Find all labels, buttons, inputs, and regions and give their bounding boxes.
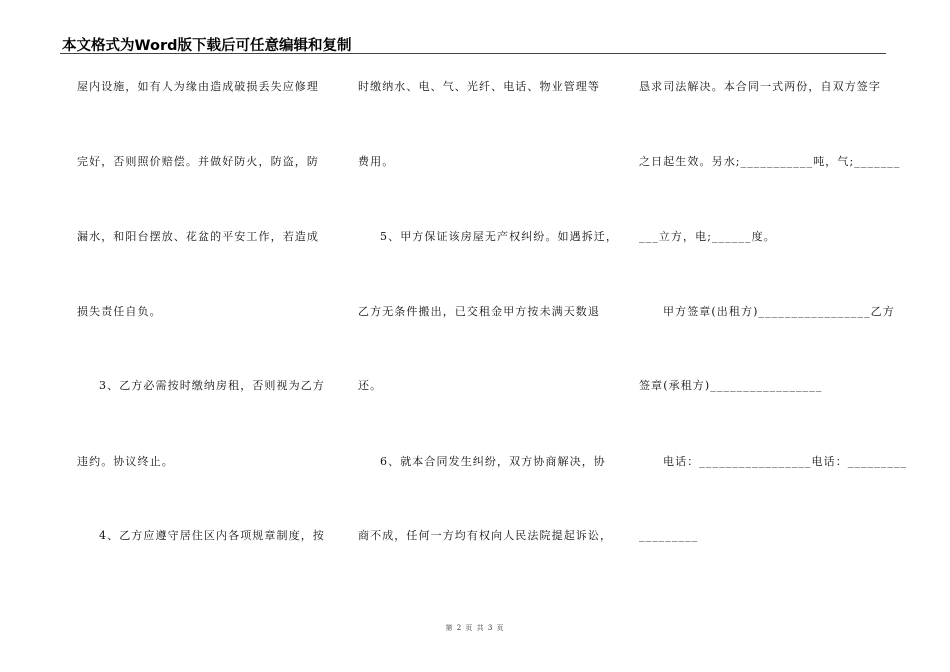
text-line: 恳求司法解决。本合同一式两份，自双方签字 — [639, 80, 881, 93]
phone-blank: _________ — [639, 529, 699, 542]
text-line: 时缴纳水、电、气、光纤、电话、物业管理等 — [358, 80, 600, 93]
text-line: 乙方无条件搬出，已交租金甲方按未满天数退 — [358, 305, 600, 318]
text-line: 损失责任自负。 — [77, 305, 162, 318]
text-line: 3、乙方必需按时缴纳房租，否则视为乙方 — [99, 379, 325, 392]
text-column-3 — [639, 0, 908, 672]
text-line: ___立方，电;______度。 — [639, 230, 776, 243]
text-line: 屋内设施，如有人为缘由造成破损丢失应修理 — [77, 80, 319, 93]
text-column-1 — [77, 0, 327, 672]
text-line: 5、甲方保证该房屋无产权纠纷。如遇拆迁， — [380, 230, 618, 243]
signature-line-lessor: 甲方签章(出租方)_________________乙方 — [663, 305, 895, 318]
text-line: 漏水，和阳台摆放、花盆的平安工作，若造成 — [77, 230, 319, 243]
text-line: 6、就本合同发生纠纷，双方协商解决，协 — [380, 455, 606, 468]
text-column-2 — [358, 0, 618, 672]
document-banner: 本文格式为Word版下载后可任意编辑和复制 — [62, 38, 352, 54]
text-line: 还。 — [358, 379, 383, 392]
text-line: 4、乙方应遵守居住区内各项规章制度，按 — [99, 529, 325, 542]
page-number: 第 2 页 共 3 页 — [445, 624, 505, 632]
signature-line-lessee: 签章(承租方)_________________ — [639, 379, 823, 392]
text-line: 完好，否则照价赔偿。并做好防火，防盗，防 — [77, 155, 319, 168]
text-line: 违约。协议终止。 — [77, 455, 174, 468]
phone-line: 电话：_________________电话：_________ — [663, 455, 908, 468]
text-line: 费用。 — [358, 155, 395, 168]
text-line: 之日起生效。另水;___________吨，气;_______ — [639, 155, 901, 168]
text-line: 商不成，任何一方均有权向人民法院提起诉讼， — [358, 529, 613, 542]
